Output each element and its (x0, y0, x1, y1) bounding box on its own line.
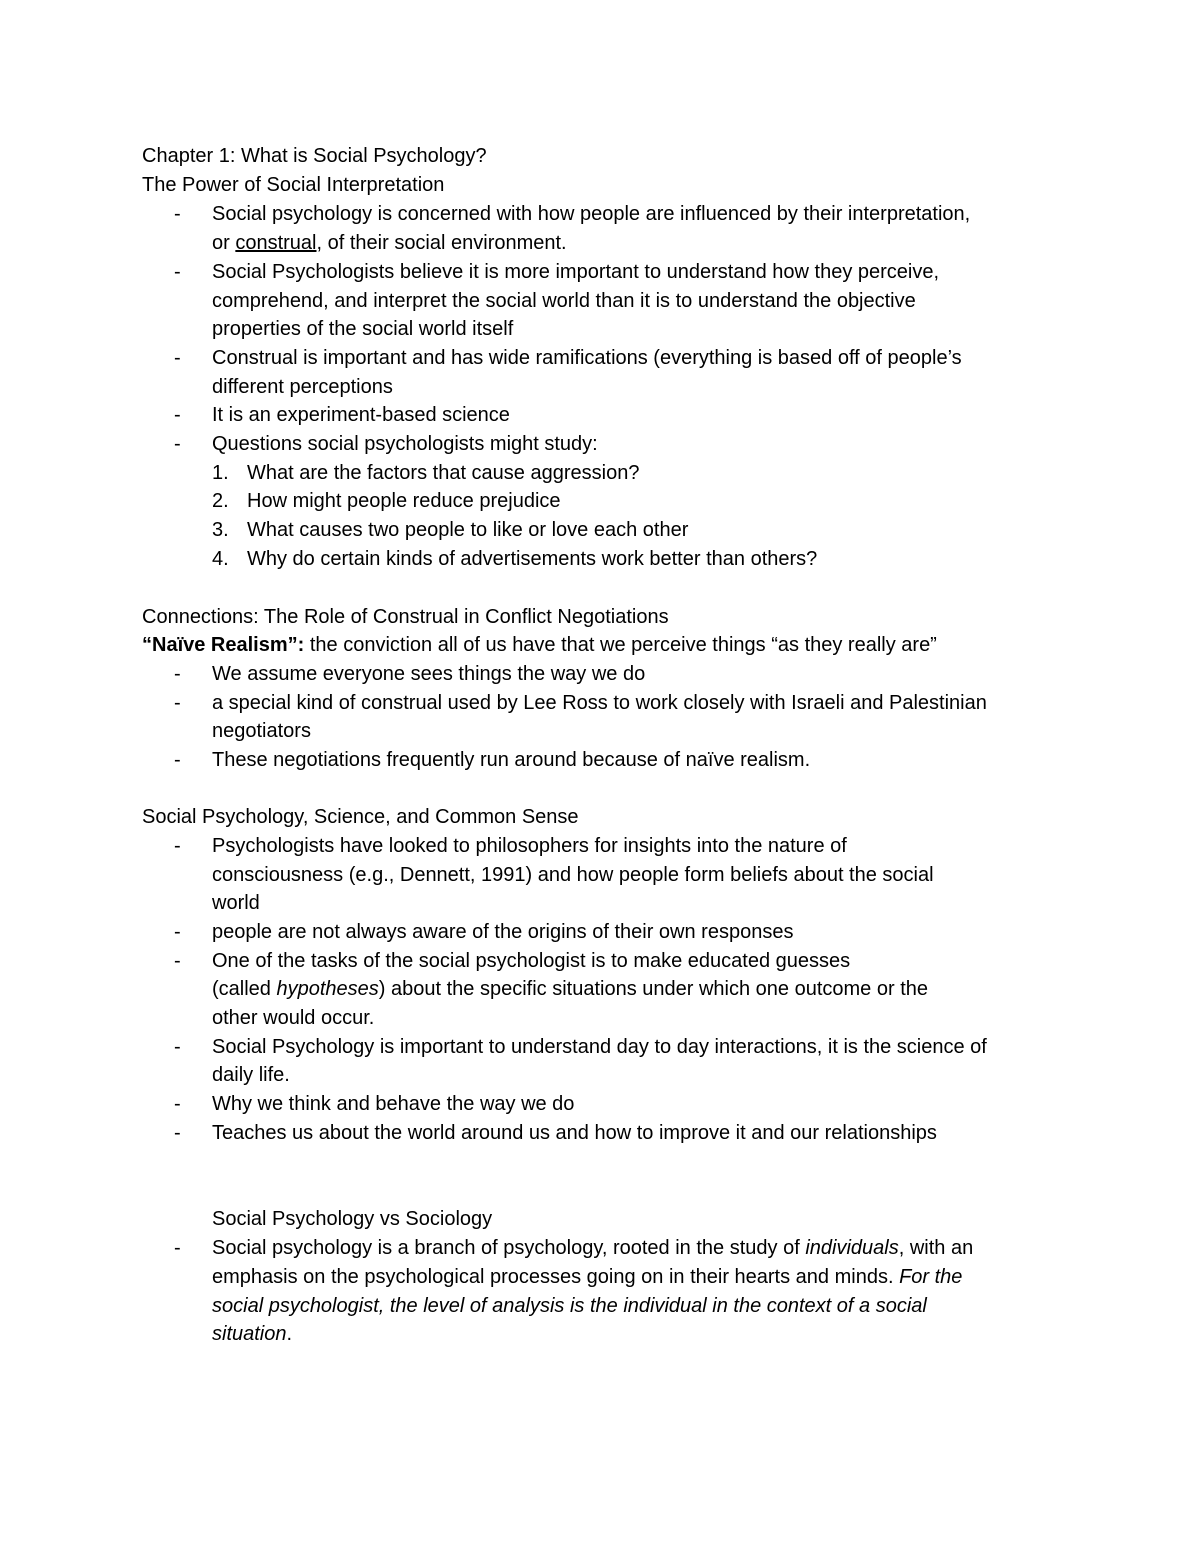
bullet-text: (called hypotheses) about the specific situations under which one outcome or the (212, 978, 928, 1000)
bullet-text: properties of the social world itself (212, 318, 514, 340)
list-number: 2. (212, 490, 229, 512)
bullet-marker: - (174, 1093, 181, 1115)
bullet-text: or construal, of their social environment. (212, 232, 567, 254)
bullet-text: negotiators (212, 720, 311, 742)
bullet-marker: - (174, 835, 181, 857)
section-heading-science-common-sense: Social Psychology, Science, and Common Sense (142, 806, 579, 828)
definition-naive-realism: “Naïve Realism”: the conviction all of us have that we perceive things “as they really are” (142, 634, 937, 656)
list-number: 1. (212, 462, 229, 484)
bullet-marker: - (174, 404, 181, 426)
bullet-marker: - (174, 1036, 181, 1058)
bullet-text: social psychologist, the level of analysis is the individual in the context of a social (212, 1295, 927, 1317)
bullet-text: comprehend, and interpret the social world than it is to understand the objective (212, 290, 916, 312)
bullet-marker: - (174, 663, 181, 685)
section-heading-connections: Connections: The Role of Construal in Conflict Negotiations (142, 606, 669, 628)
bullet-text: daily life. (212, 1064, 290, 1086)
bullet-marker: - (174, 261, 181, 283)
section-heading-vs-sociology: Social Psychology vs Sociology (212, 1208, 493, 1230)
bullet-text: Why we think and behave the way we do (212, 1093, 575, 1115)
bullet-text: Social psychology is a branch of psychology, rooted in the study of individuals, with an (212, 1237, 974, 1259)
term-naive-realism: “Naïve Realism”: (142, 634, 305, 656)
list-number: 4. (212, 548, 229, 570)
bullet-text: Social Psychology is important to understand day to day interactions, it is the science of (212, 1036, 987, 1058)
bullet-marker: - (174, 1122, 181, 1144)
bullet-text: Psychologists have looked to philosophers for insights into the nature of (212, 835, 847, 857)
list-number: 3. (212, 519, 229, 541)
bullet-text: people are not always aware of the origins of their own responses (212, 921, 794, 943)
list-item: What are the factors that cause aggression? (247, 462, 640, 484)
hypotheses-term: hypotheses (276, 978, 379, 1000)
bullet-text: world (212, 892, 260, 914)
bullet-marker: - (174, 347, 181, 369)
bullet-marker: - (174, 433, 181, 455)
bullet-marker: - (174, 692, 181, 714)
bullet-text: Social Psychologists believe it is more important to understand how they perceive, (212, 261, 940, 283)
construal-term: construal (235, 232, 317, 254)
bullet-text: situation. (212, 1323, 293, 1345)
bullet-text: Questions social psychologists might study: (212, 433, 598, 455)
list-item: How might people reduce prejudice (247, 490, 561, 512)
list-item: What causes two people to like or love each other (247, 519, 689, 541)
bullet-marker: - (174, 950, 181, 972)
bullet-text: Construal is important and has wide ramifications (everything is based off of people’s (212, 347, 962, 369)
section-heading-power-of-interpretation: The Power of Social Interpretation (142, 174, 445, 196)
bullet-text: These negotiations frequently run around because of naïve realism. (212, 749, 811, 771)
bullet-marker: - (174, 921, 181, 943)
bullet-text: Social psychology is concerned with how people are influenced by their interpretation, (212, 203, 971, 225)
bullet-text: other would occur. (212, 1007, 375, 1029)
bullet-text: Teaches us about the world around us and how to improve it and our relationships (212, 1122, 937, 1144)
chapter-title: Chapter 1: What is Social Psychology? (142, 145, 487, 167)
bullet-text: different perceptions (212, 376, 393, 398)
list-item: Why do certain kinds of advertisements work better than others? (247, 548, 818, 570)
bullet-text: emphasis on the psychological processes going on in their hearts and minds. For the (212, 1266, 963, 1288)
bullet-text: consciousness (e.g., Dennett, 1991) and how people form beliefs about the social (212, 864, 934, 886)
bullet-text: It is an experiment-based science (212, 404, 510, 426)
individuals-term: individuals (805, 1237, 899, 1259)
bullet-marker: - (174, 749, 181, 771)
bullet-text: We assume everyone sees things the way we do (212, 663, 646, 685)
bullet-text: One of the tasks of the social psychologist is to make educated guesses (212, 950, 851, 972)
bullet-marker: - (174, 203, 181, 225)
bullet-text: a special kind of construal used by Lee Ross to work closely with Israeli and Palestinian (212, 692, 987, 714)
bullet-marker: - (174, 1237, 181, 1259)
